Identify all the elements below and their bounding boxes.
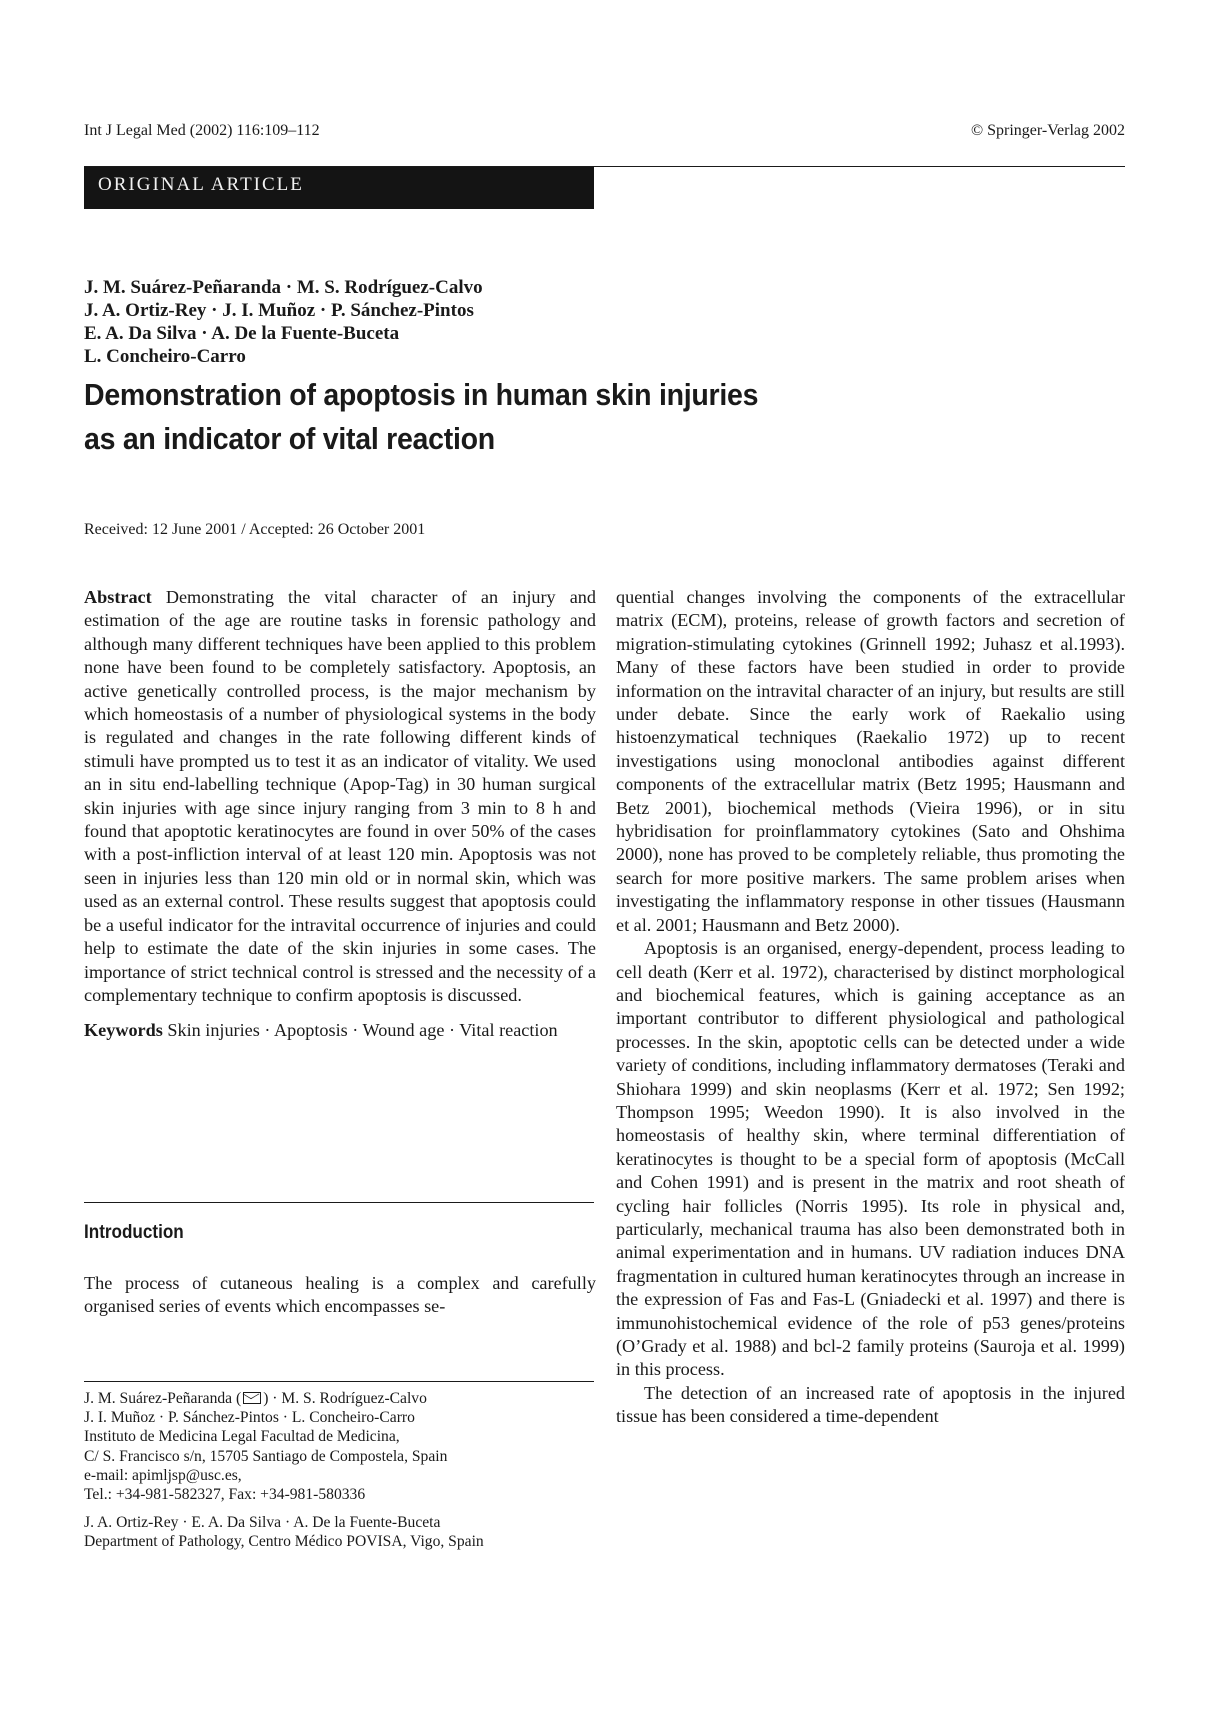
affiliation-vigo [84, 1513, 596, 1551]
email-line: e-mail: apimljsp@usc.es, [84, 1466, 242, 1484]
introduction-right-text [616, 586, 1125, 1429]
received-dates: Received: 12 June 2001 / Accepted: 26 October 2001 [84, 521, 426, 538]
author-line: J. M. Suárez-Peñaranda · M. S. Rodríguez-Calvo [84, 277, 483, 298]
abstract-block [84, 586, 596, 1043]
affiliation-santiago [84, 1389, 596, 1504]
affiliation-line: J. I. Muñoz · P. Sánchez-Pintos · L. Concheiro-Carro [84, 1409, 415, 1427]
section-label: ORIGINAL ARTICLE [98, 174, 304, 195]
keywords-paragraph [84, 1019, 596, 1042]
title-line-1: Demonstration of apoptosis in human skin injuries [84, 377, 759, 412]
intro-paragraph: Apoptosis is an organised, energy-dependent, process leading to cell death (Kerr et al. 1972), characterised by distinct morphological and biochemical features, which is gaining acceptance as an important contributor to different physiological and pathological processes. In the skin, apoptotic cells can be detected under a wide variety of conditions, including inflammatory dermatoses (Teraki and Shiohara 1999) and skin neoplasms (Kerr et al. 1972; Sen 1992; Thompson 1995; Weedon 1990). It is also involved in the homeostasis of healthy skin, where terminal differentiation of keratinocytes is thought to be a special form of apoptosis (McCall and Cohen 1991) and is present in the matrix and root sheath of cycling hair follicles (Norris 1995). Its role in physical and, particularly, mechanical trauma has also been demonstrated both in animal experimentation and in humans. UV radiation induces DNA fragmentation in cultured human keratinocytes through an increase in the expression of Fas and Fas-L (Gniadecki et al. 1997) and there is immunohistochemical evidence of the role of p53 genes/proteins (O’Grady et al. 1988) and bcl-2 family proteins (Sauroja et al. 1999) in this process. [616, 938, 1125, 1380]
affiliation-line: C/ S. Francisco s/n, 15705 Santiago de Compostela, Spain [84, 1447, 448, 1465]
article-title [84, 373, 758, 461]
introduction-heading: Introduction [84, 1222, 184, 1243]
author-list [84, 276, 483, 368]
corresponding-author-line: J. M. Suárez-Peñaranda ( ) · M. S. Rodríguez-Calvo [84, 1390, 427, 1407]
author-line: J. A. Ortiz-Rey · J. I. Muñoz · P. Sánchez-Pintos [84, 300, 474, 321]
affiliation-line: Instituto de Medicina Legal Facultad de Medicina, [84, 1428, 400, 1446]
affiliation-line: Department of Pathology, Centro Médico POVISA, Vigo, Spain [84, 1533, 484, 1551]
section-divider [84, 1202, 594, 1203]
affiliation-line: J. A. Ortiz-Rey · E. A. Da Silva · A. De la Fuente-Buceta [84, 1514, 441, 1531]
envelope-icon [243, 1392, 261, 1404]
abstract-label: Abstract [84, 587, 152, 607]
intro-paragraph: quential changes involving the components of the extracellular matrix (ECM), proteins, release of growth factors and secretion of migration-stimulating cytokines (Grinnell 1992; Juhasz et al.1993). Many of these factors have been studied in order to provide information on the intravital character of an injury, but results are still under debate. Since the early work of Raekalio using histoenzymatical techniques (Raekalio 1972) up to recent investigations using monoclonal antibodies against different components of the extracellular matrix (Betz 1995; Hausmann and Betz 2001), biochemical methods (Vieira 1996), or in situ hybridisation for proinflammatory cytokines (Sato and Ohshima 2000), none has proved to be completely reliable, thus promoting the search for more positive markers. The same problem arises when investigating the inflammatory response in other tissues (Hausmann et al. 2001; Hausmann and Betz 2000). [616, 587, 1125, 935]
intro-paragraph: The process of cutaneous healing is a complex and carefully organised series of events which encompasses se- [84, 1273, 596, 1317]
introduction-left-text [84, 1272, 596, 1319]
phone-line: Tel.: +34-981-582327, Fax: +34-981-580336 [84, 1486, 366, 1504]
author-line: E. A. Da Silva · A. De la Fuente-Buceta [84, 323, 400, 344]
author-line: L. Concheiro-Carro [84, 346, 246, 367]
journal-citation: Int J Legal Med (2002) 116:109–112 [84, 122, 320, 139]
keywords-label: Keywords [84, 1020, 163, 1041]
abstract-text: Demonstrating the vital character of an injury and estimation of the age are routine tasks in forensic pathology and although many different techniques have been applied to this problem none have been found to be completely satisfactory. Apoptosis, an active genetically controlled process, is the major mechanism by which homeostasis of a number of physiological systems in the body is regulated and changes in the rate following different kinds of stimuli have prompted us to test it as an indicator of vitality. We used an in situ end-labelling technique (Apop-Tag) in 30 human surgical skin injuries with age since injury ranging from 3 min to 8 h and found that apoptotic keratinocytes are found in over 50% of the cases with a post-infliction interval of at least 120 min. Apoptosis was not seen in injuries less than 120 min old or in normal skin, which was used as an external control. These results suggest that apoptosis could be a useful indicator for the intravital occurrence of injuries and could help to estimate the date of the skin injuries in some cases. The importance of strict technical control is stressed and the necessity of a complementary technique to confirm apoptosis is discussed. [84, 587, 596, 1005]
keywords-text: Skin injuries · Apoptosis · Wound age · Vital reaction [167, 1020, 558, 1041]
intro-paragraph: The detection of an increased rate of apoptosis in the injured tissue has been considered a time-dependent [616, 1382, 1125, 1427]
footnote-rule [84, 1381, 594, 1382]
title-line-2: as an indicator of vital reaction [84, 421, 495, 456]
abstract-paragraph [84, 586, 596, 1007]
copyright-notice: © Springer-Verlag 2002 [970, 122, 1125, 139]
